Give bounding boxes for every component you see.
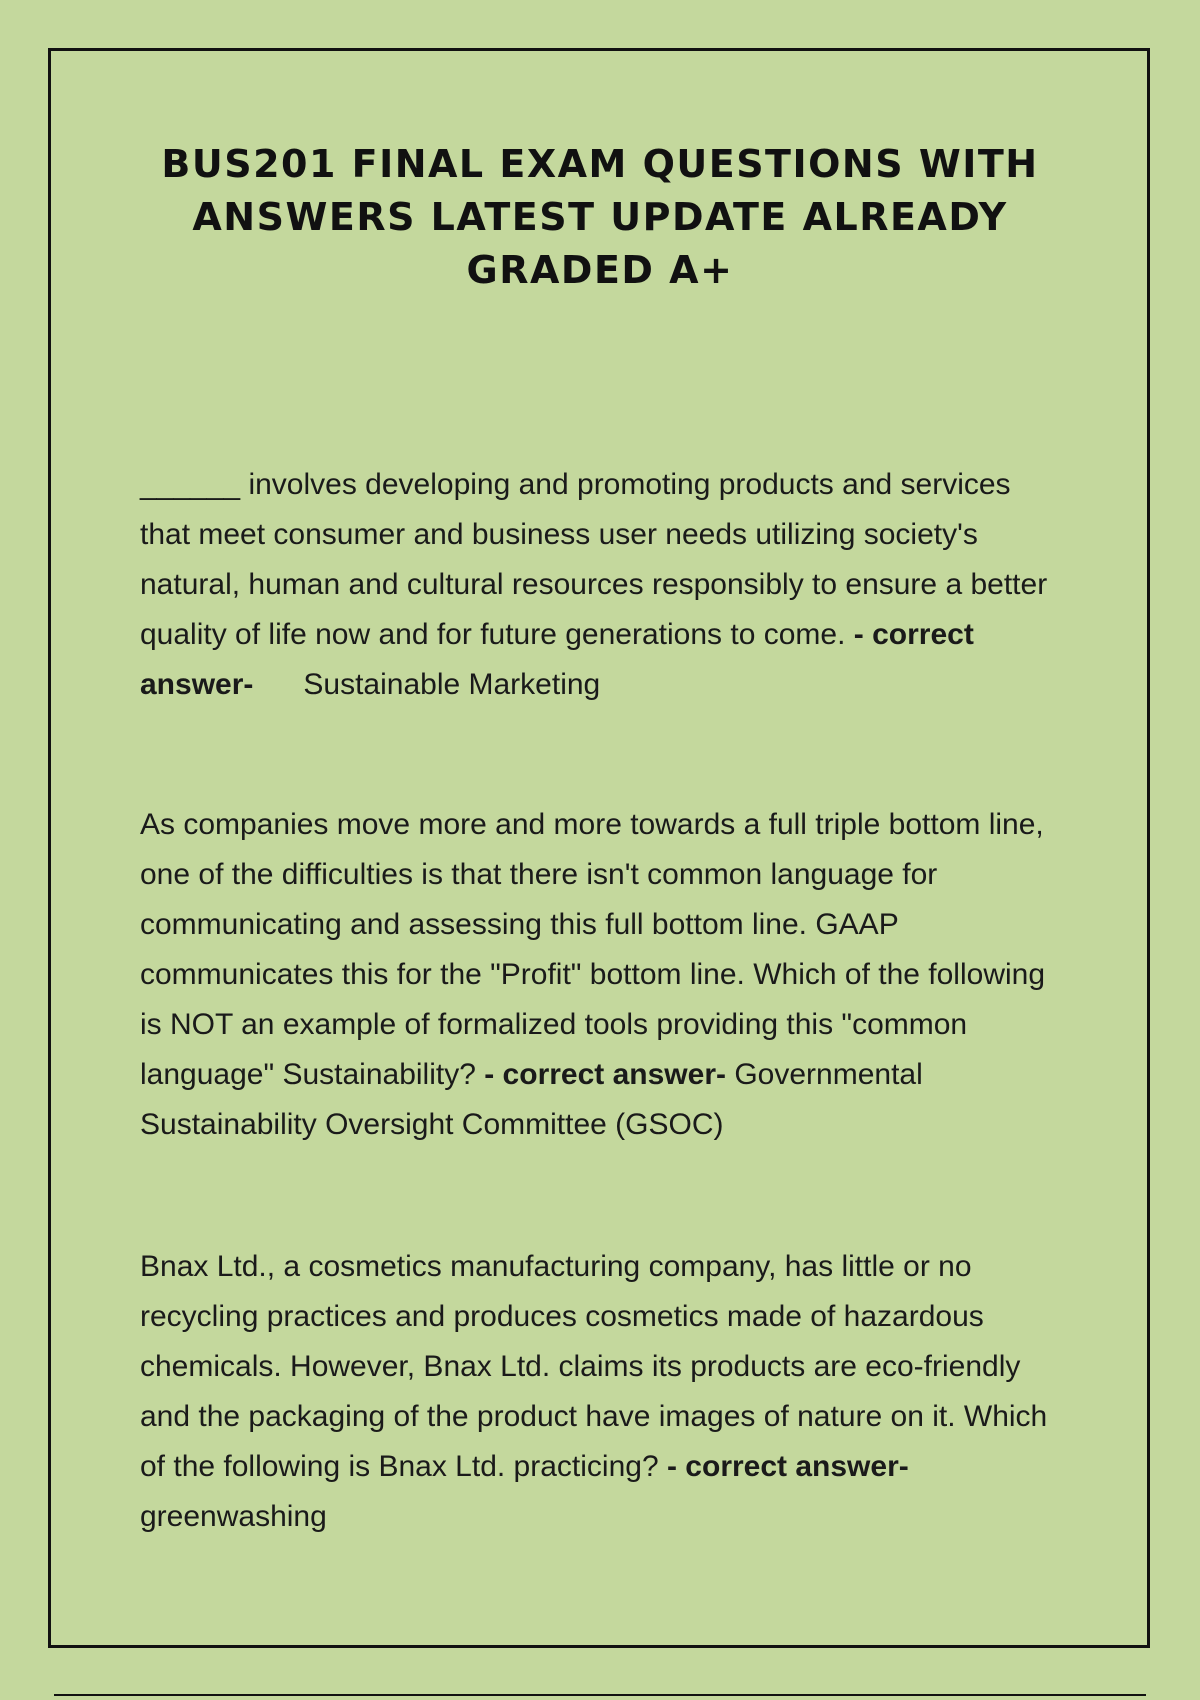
document-title: BUS201 FINAL EXAM QUESTIONS WITH ANSWERS LATEST UPDATE ALREADY GRADED A+ — [161, 142, 1039, 292]
bottom-divider — [54, 1694, 1146, 1696]
question-text-2: As companies move more and more towards a full triple bottom line, one of the difficulties is that there isn't common language for communicating and assessing this full bottom line. GAAP communicates this for the "Profit" bottom line. Which of the following is NOT an example of formalized tools providing this "common language" Sustainability? — [140, 808, 1046, 1091]
answer-label-3: - correct answer- — [666, 1450, 909, 1483]
answer-text-1: Sustainable Marketing — [303, 668, 601, 701]
qa-item-3 — [140, 1242, 1060, 1542]
question-text-3: Bnax Ltd., a cosmetics manufacturing company, has little or no recycling practices and produces cosmetics made of hazardous chemicals. However, Bnax Ltd. claims its products are eco-friendly and the packaging of the product have images of nature on it. Which of the following is Bnax Ltd. practicing? — [140, 1250, 1048, 1483]
answer-label-2: - correct answer- — [484, 1058, 726, 1091]
answer-label-1: - correct answer- — [140, 618, 974, 701]
qa-item-2 — [140, 800, 1060, 1150]
question-text-1: ______ involves developing and promoting products and services that meet consumer and business user needs utilizing society's natural, human and cultural resources responsibly to ensure a better quality of life now and for future generations to come. — [140, 468, 1048, 651]
qa-item-1 — [140, 460, 1060, 710]
answer-text-3: greenwashing — [140, 1500, 327, 1533]
answer-text-2: Governmental Sustainability Oversight Committee (GSOC) — [140, 1058, 923, 1141]
